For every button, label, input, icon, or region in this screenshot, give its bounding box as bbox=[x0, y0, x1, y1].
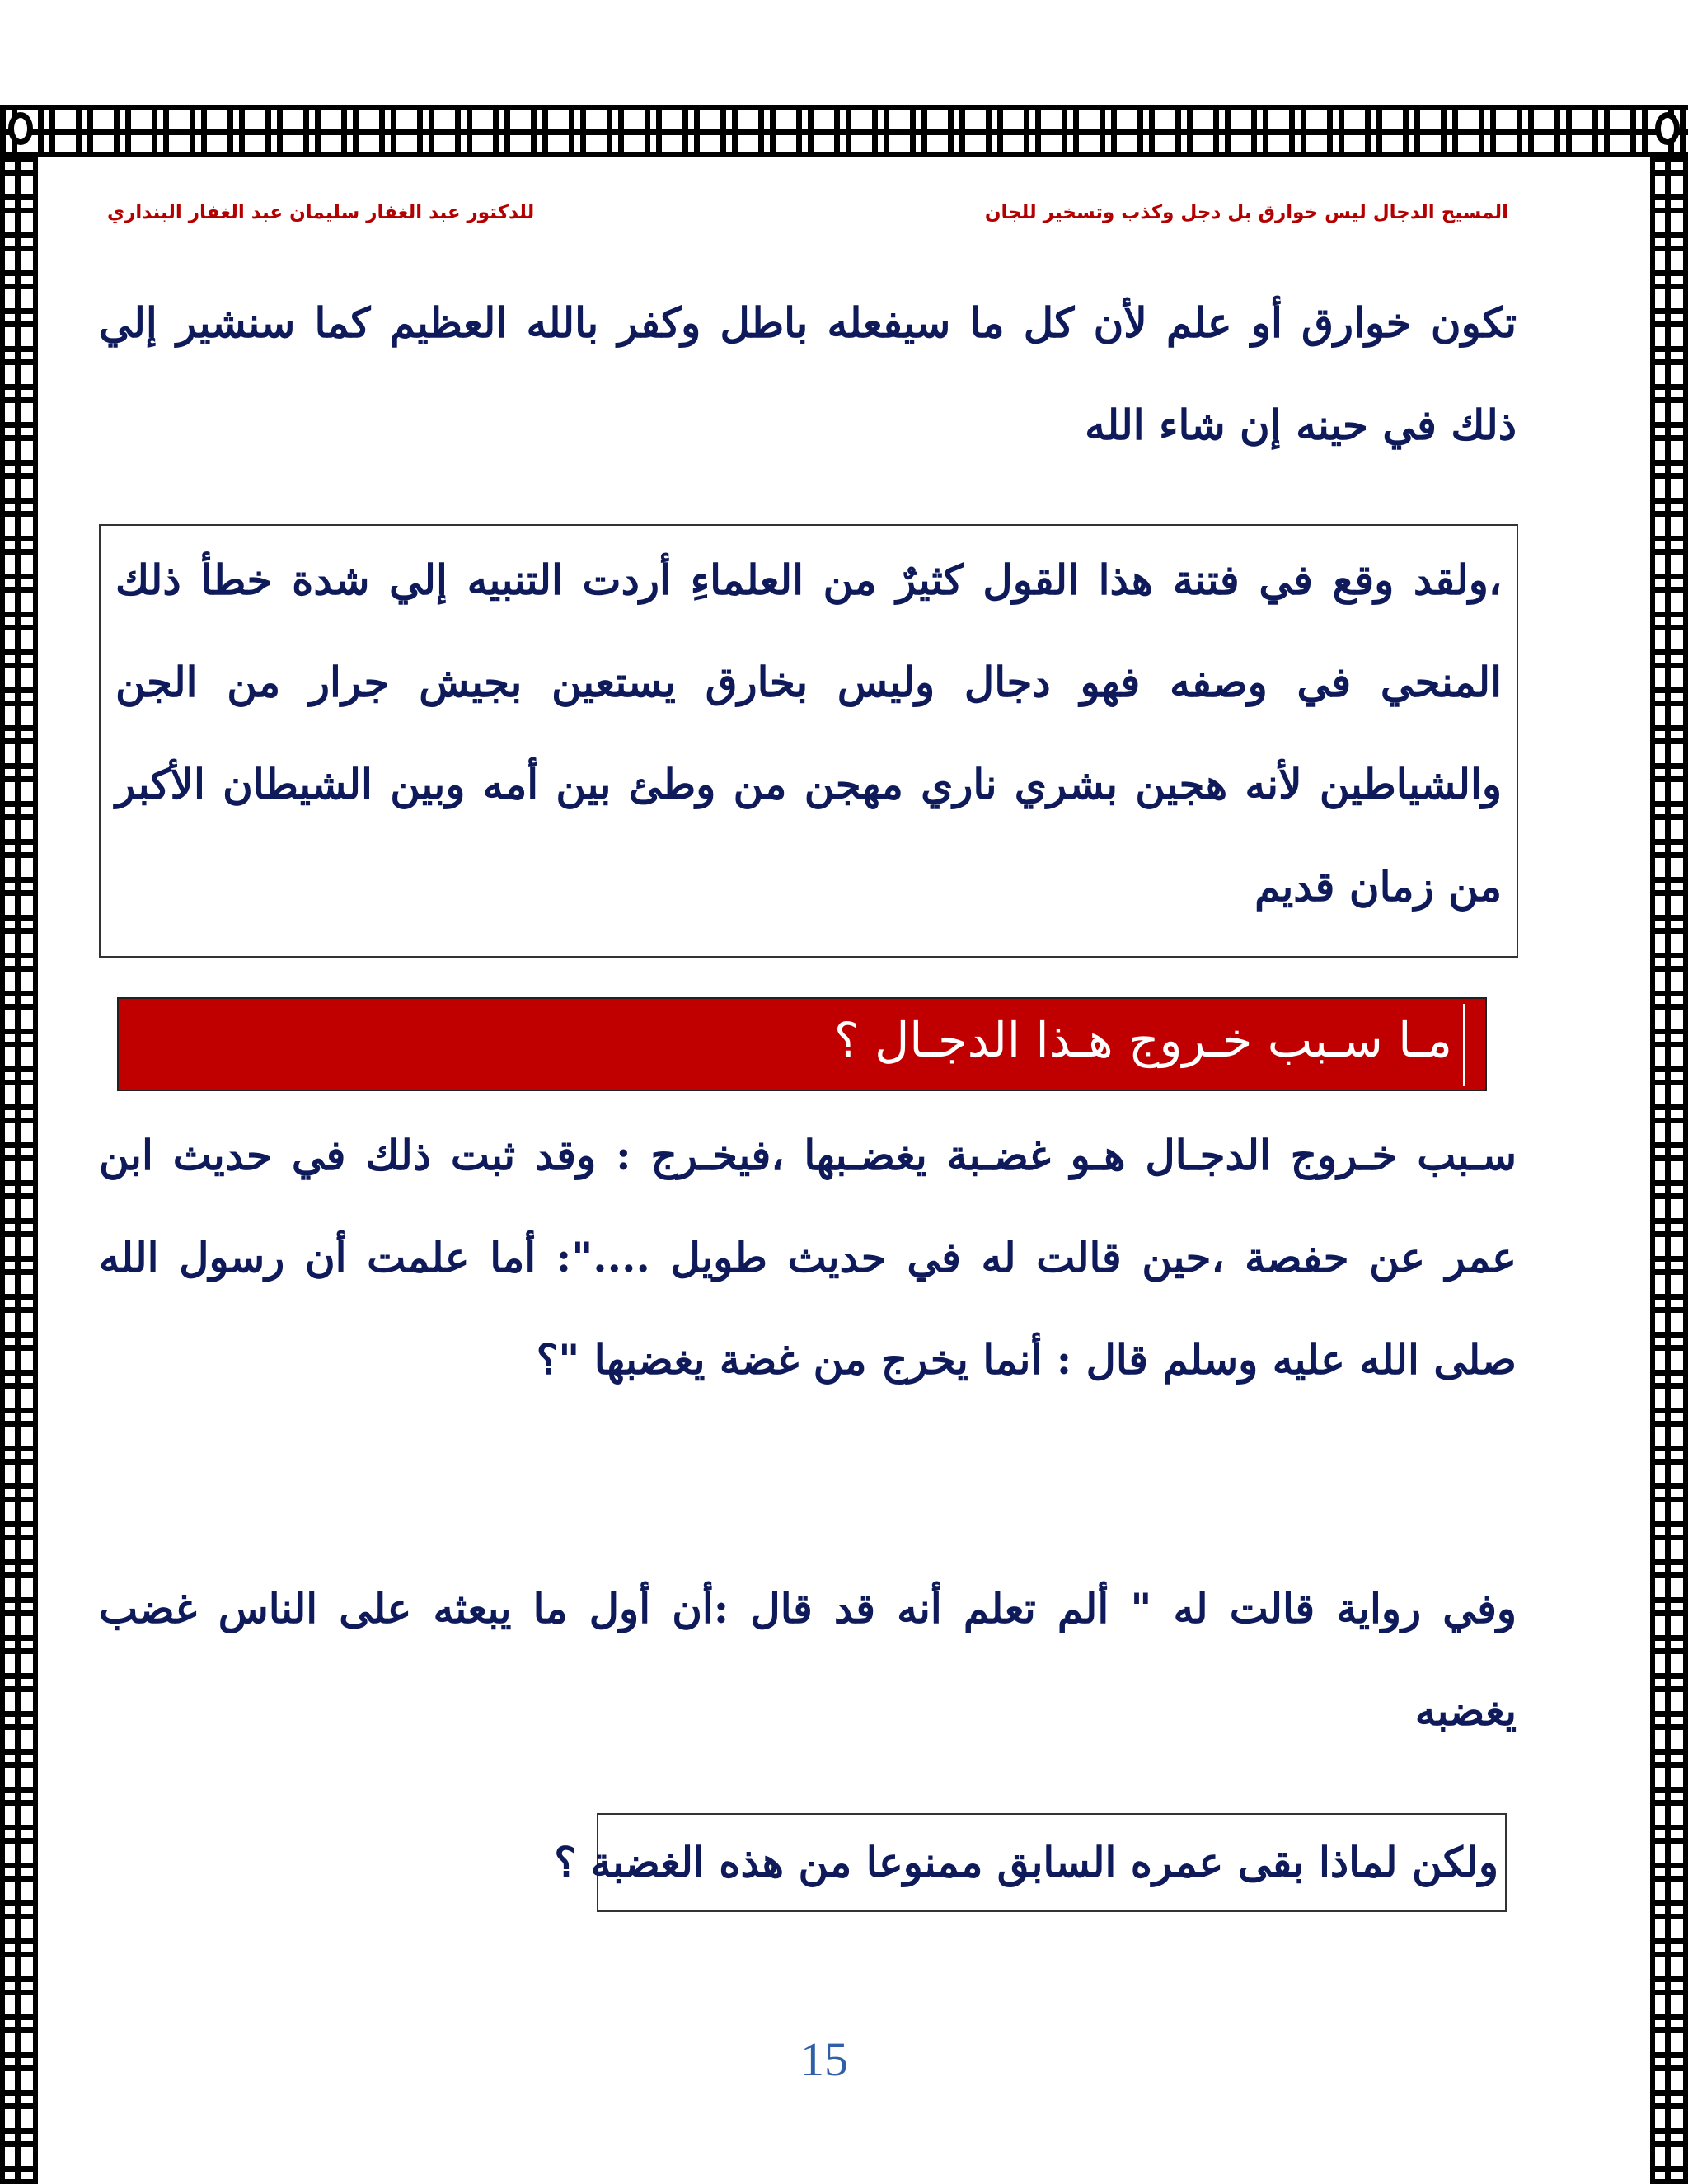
paragraph-intro: تكون خوارق أو علم لأن كل ما سيفعله باطل وكفر بالله العظيم كما سنشير إلي ذلك في حينه إن شاء الله bbox=[99, 298, 1517, 449]
paragraph-narration: وفي رواية قالت له " ألم تعلم أنه قد قال :أن أول ما يبعثه على الناس غضب يغضبه bbox=[99, 1584, 1517, 1735]
page-number: 15 bbox=[800, 2032, 848, 2086]
header-book-title: المسيح الدجال ليس خوارق بل دجل وكذب وتسخير للجان bbox=[984, 202, 1508, 223]
corner-ornament-left bbox=[8, 112, 33, 145]
corner-ornament-right bbox=[1655, 112, 1680, 145]
question-box bbox=[554, 1813, 1507, 1912]
boxed-paragraph: ،ولقد وقع في فتنة هذا القول كثيرٌ من العلماءِ أردت التنبيه إلي شدة خطأ ذلك المنحي في وصفه فهو دجال وليس بخارق يستعين بجيش جرار من الجن والشياطين لأنه هجين بشري ناري مهجن من وطئ بين أمه وبين الشيطان الأكبر من زمان قديم bbox=[115, 555, 1502, 911]
section-heading: مـا سـبب خـروج هـذا الدجـال ؟ bbox=[833, 1012, 1452, 1068]
greek-key-border-left bbox=[0, 157, 38, 2184]
header-author: للدكتور عبد الغفار سليمان عبد الغفار البنداري bbox=[107, 202, 535, 223]
greek-key-border-top bbox=[0, 105, 1688, 157]
banner-accent-bar bbox=[1463, 1004, 1465, 1086]
running-header bbox=[107, 202, 1508, 235]
section-heading-banner bbox=[117, 997, 1487, 1091]
paragraph-reason: سـبب خـروج الدجـال هـو غضـبة يغضـبها ،فيخـرج : وقد ثبت ذلك في حديث ابن عمر عن حفصة ،حين قالت له في حديث طويل ....": أما علمت أن رسول الله صلى الله عليه وسلم قال : أنما يخرج من غضة يغضبها "؟ bbox=[99, 1131, 1517, 1384]
greek-key-border-right bbox=[1650, 157, 1688, 2184]
question-text: ولكن لماذا بقى عمره السابق ممنوعا من هذه الغضبة ؟ bbox=[554, 1838, 1498, 1886]
